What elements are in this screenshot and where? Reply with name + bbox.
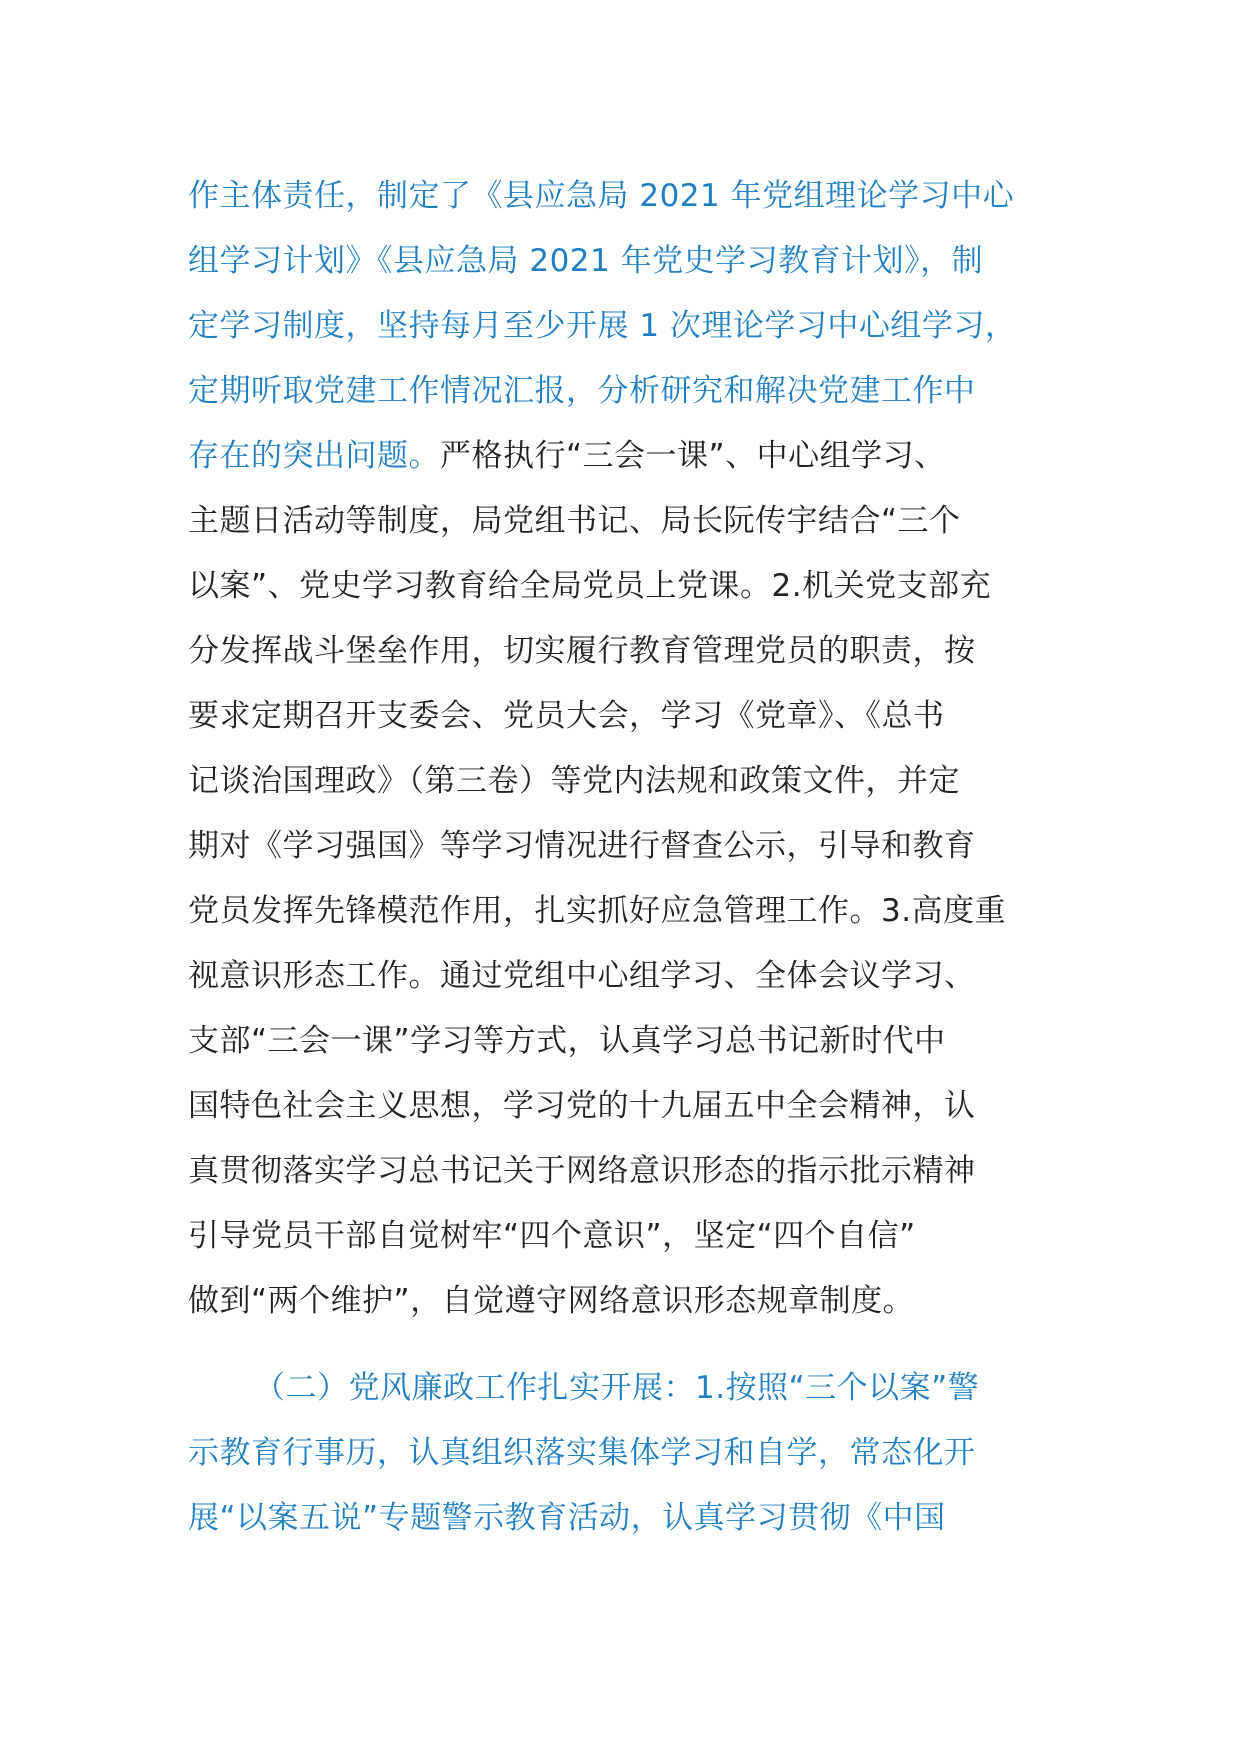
paragraph-party-building	[188, 164, 1068, 1334]
highlighted-text-segment: 存在的突出问题。	[188, 438, 440, 474]
text-line: 主题日活动等制度，局党组书记、局长阮传宇结合“三个	[188, 503, 961, 539]
text-line-mixed	[188, 424, 1068, 489]
text-line: 组学习计划》《县应急局 2021 年党史学习教育计划》，制	[188, 243, 984, 279]
text-line: 党员发挥先锋模范作用，扎实抓好应急管理工作。3.高度重	[188, 893, 1007, 929]
text-line: 国特色社会主义思想，学习党的十九届五中全会精神，认	[188, 1088, 976, 1124]
paragraph-clean-governance	[188, 1356, 1068, 1551]
text-line: 展“以案五说”专题警示教育活动，认真学习贯彻《中国	[188, 1500, 946, 1536]
text-line: 记谈治国理政》（第三卷）等党内法规和政策文件，并定	[188, 763, 960, 799]
text-line: 定期听取党建工作情况汇报，分析研究和解决党建工作中	[188, 373, 976, 409]
text-line: 做到“两个维护”，自觉遵守网络意识形态规章制度。	[188, 1283, 915, 1319]
text-line: 支部“三会一课”学习等方式，认真学习总书记新时代中	[188, 1023, 946, 1059]
section-heading-line: （二）党风廉政工作扎实开展：1.按照“三个以案”警	[254, 1370, 980, 1406]
text-line: 真贯彻落实学习总书记关于网络意识形态的指示批示精神	[188, 1153, 976, 1189]
text-segment: 严格执行“三会一课”、中心组学习、	[440, 438, 946, 474]
text-line: 定学习制度，坚持每月至少开展 1 次理论学习中心组学习，	[188, 308, 1017, 344]
text-line: 以案”、党史学习教育给全局党员上党课。2.机关党支部充	[188, 568, 992, 604]
text-line: 视意识形态工作。通过党组中心组学习、全体会议学习、	[188, 958, 976, 994]
text-line: 引导党员干部自觉树牢“四个意识”，坚定“四个自信”	[188, 1218, 916, 1254]
text-line: 期对《学习强国》等学习情况进行督查公示，引导和教育	[188, 828, 976, 864]
text-line: 示教育行事历，认真组织落实集体学习和自学，常态化开	[188, 1435, 976, 1471]
text-line: 要求定期召开支委会、党员大会，学习《党章》、《总书	[188, 698, 945, 734]
text-line: 作主体责任，制定了《县应急局 2021 年党组理论学习中心	[188, 178, 1015, 214]
text-line: 分发挥战斗堡垒作用，切实履行教育管理党员的职责，按	[188, 633, 976, 669]
